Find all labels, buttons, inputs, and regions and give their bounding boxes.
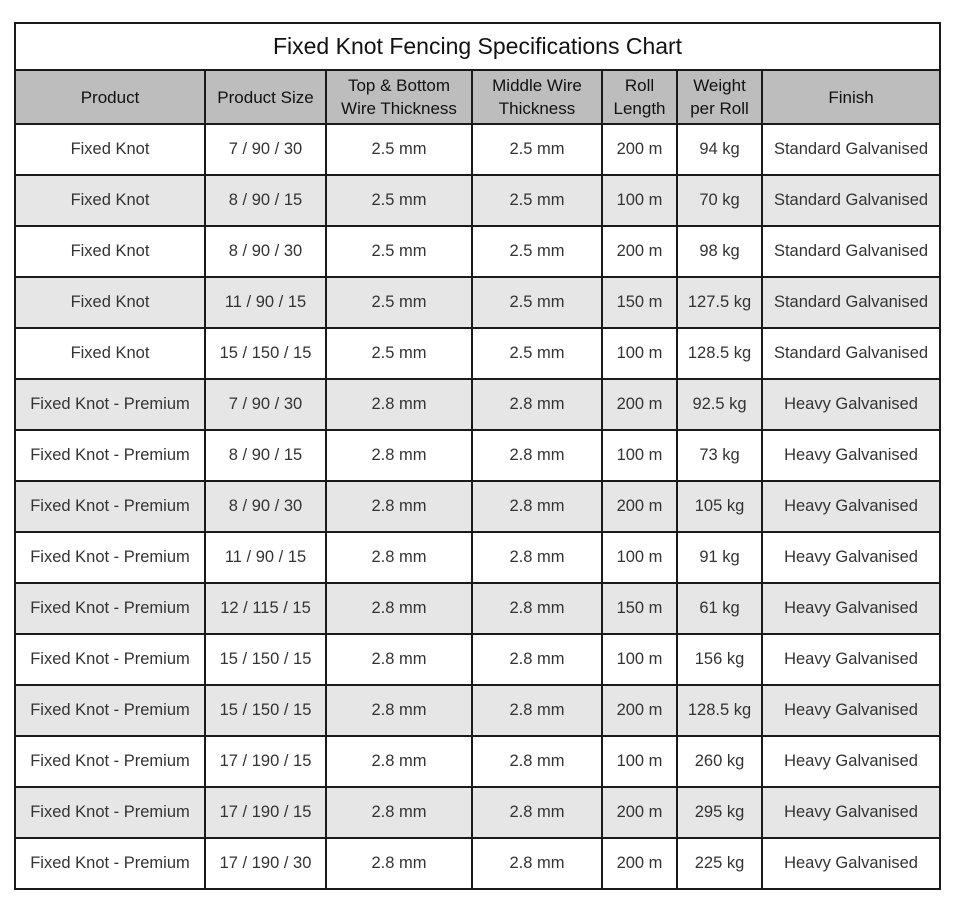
cell-top-bottom-wire-thickness: 2.8 mm bbox=[326, 430, 472, 481]
cell-middle-wire-thickness: 2.5 mm bbox=[472, 328, 602, 379]
cell-product: Fixed Knot - Premium bbox=[15, 634, 205, 685]
cell-top-bottom-wire-thickness: 2.5 mm bbox=[326, 328, 472, 379]
cell-weight-per-roll: 127.5 kg bbox=[677, 277, 762, 328]
cell-middle-wire-thickness: 2.8 mm bbox=[472, 838, 602, 889]
cell-weight-per-roll: 94 kg bbox=[677, 124, 762, 175]
cell-middle-wire-thickness: 2.5 mm bbox=[472, 277, 602, 328]
cell-finish: Heavy Galvanised bbox=[762, 532, 940, 583]
cell-product-size: 11 / 90 / 15 bbox=[205, 532, 326, 583]
column-header-line: Roll bbox=[624, 76, 655, 95]
cell-finish: Heavy Galvanised bbox=[762, 787, 940, 838]
cell-product: Fixed Knot - Premium bbox=[15, 838, 205, 889]
cell-weight-per-roll: 105 kg bbox=[677, 481, 762, 532]
column-header-line: Top & Bottom bbox=[347, 76, 451, 95]
cell-finish: Standard Galvanised bbox=[762, 226, 940, 277]
table-row bbox=[15, 685, 940, 736]
cell-finish: Standard Galvanised bbox=[762, 175, 940, 226]
cell-product: Fixed Knot - Premium bbox=[15, 430, 205, 481]
cell-roll-length: 200 m bbox=[602, 685, 677, 736]
cell-product-size: 12 / 115 / 15 bbox=[205, 583, 326, 634]
cell-product-size: 15 / 150 / 15 bbox=[205, 685, 326, 736]
cell-middle-wire-thickness: 2.8 mm bbox=[472, 532, 602, 583]
column-header-line: per Roll bbox=[690, 99, 749, 118]
cell-middle-wire-thickness: 2.8 mm bbox=[472, 481, 602, 532]
cell-finish: Heavy Galvanised bbox=[762, 430, 940, 481]
column-header-line: Weight bbox=[693, 76, 746, 95]
cell-product-size: 17 / 190 / 30 bbox=[205, 838, 326, 889]
table-row bbox=[15, 277, 940, 328]
table-row bbox=[15, 583, 940, 634]
cell-middle-wire-thickness: 2.5 mm bbox=[472, 226, 602, 277]
spec-table bbox=[14, 22, 941, 890]
cell-roll-length: 200 m bbox=[602, 124, 677, 175]
table-row bbox=[15, 532, 940, 583]
column-header-middle-wire-thickness bbox=[472, 70, 602, 124]
cell-product: Fixed Knot bbox=[15, 226, 205, 277]
cell-weight-per-roll: 70 kg bbox=[677, 175, 762, 226]
cell-top-bottom-wire-thickness: 2.8 mm bbox=[326, 787, 472, 838]
column-header-product-size bbox=[205, 70, 326, 124]
column-header-finish bbox=[762, 70, 940, 124]
cell-product-size: 17 / 190 / 15 bbox=[205, 736, 326, 787]
cell-weight-per-roll: 98 kg bbox=[677, 226, 762, 277]
table-row bbox=[15, 787, 940, 838]
cell-middle-wire-thickness: 2.8 mm bbox=[472, 379, 602, 430]
chart-title: Fixed Knot Fencing Specifications Chart bbox=[15, 23, 940, 70]
cell-top-bottom-wire-thickness: 2.8 mm bbox=[326, 685, 472, 736]
cell-roll-length: 100 m bbox=[602, 175, 677, 226]
table-row bbox=[15, 430, 940, 481]
cell-finish: Standard Galvanised bbox=[762, 124, 940, 175]
column-header-roll-length bbox=[602, 70, 677, 124]
spec-chart bbox=[14, 22, 939, 890]
cell-roll-length: 100 m bbox=[602, 736, 677, 787]
cell-product-size: 8 / 90 / 15 bbox=[205, 430, 326, 481]
cell-middle-wire-thickness: 2.5 mm bbox=[472, 175, 602, 226]
cell-product: Fixed Knot bbox=[15, 328, 205, 379]
cell-product-size: 15 / 150 / 15 bbox=[205, 634, 326, 685]
table-row bbox=[15, 736, 940, 787]
cell-weight-per-roll: 128.5 kg bbox=[677, 685, 762, 736]
table-row bbox=[15, 328, 940, 379]
cell-top-bottom-wire-thickness: 2.8 mm bbox=[326, 481, 472, 532]
column-header-line: Middle Wire bbox=[492, 76, 582, 95]
cell-weight-per-roll: 91 kg bbox=[677, 532, 762, 583]
cell-roll-length: 100 m bbox=[602, 430, 677, 481]
cell-product: Fixed Knot bbox=[15, 175, 205, 226]
cell-finish: Heavy Galvanised bbox=[762, 838, 940, 889]
table-row bbox=[15, 379, 940, 430]
table-body bbox=[15, 124, 940, 889]
header-row bbox=[15, 70, 940, 124]
cell-weight-per-roll: 225 kg bbox=[677, 838, 762, 889]
cell-top-bottom-wire-thickness: 2.8 mm bbox=[326, 379, 472, 430]
cell-product: Fixed Knot - Premium bbox=[15, 379, 205, 430]
cell-top-bottom-wire-thickness: 2.8 mm bbox=[326, 838, 472, 889]
cell-top-bottom-wire-thickness: 2.5 mm bbox=[326, 226, 472, 277]
cell-product-size: 7 / 90 / 30 bbox=[205, 124, 326, 175]
cell-roll-length: 200 m bbox=[602, 226, 677, 277]
cell-product-size: 8 / 90 / 15 bbox=[205, 175, 326, 226]
cell-top-bottom-wire-thickness: 2.5 mm bbox=[326, 175, 472, 226]
cell-finish: Heavy Galvanised bbox=[762, 685, 940, 736]
cell-finish: Heavy Galvanised bbox=[762, 481, 940, 532]
column-header-line: Thickness bbox=[498, 99, 576, 118]
table-row bbox=[15, 175, 940, 226]
cell-product-size: 8 / 90 / 30 bbox=[205, 226, 326, 277]
cell-weight-per-roll: 156 kg bbox=[677, 634, 762, 685]
column-header-line: Length bbox=[613, 99, 666, 118]
cell-weight-per-roll: 295 kg bbox=[677, 787, 762, 838]
column-header-line: Wire Thickness bbox=[341, 99, 457, 118]
column-header-product bbox=[15, 70, 205, 124]
column-header-line: Finish bbox=[828, 87, 874, 107]
cell-product: Fixed Knot - Premium bbox=[15, 583, 205, 634]
cell-roll-length: 150 m bbox=[602, 583, 677, 634]
cell-product-size: 11 / 90 / 15 bbox=[205, 277, 326, 328]
table-row bbox=[15, 481, 940, 532]
cell-weight-per-roll: 260 kg bbox=[677, 736, 762, 787]
cell-product-size: 8 / 90 / 30 bbox=[205, 481, 326, 532]
cell-finish: Heavy Galvanised bbox=[762, 583, 940, 634]
cell-roll-length: 100 m bbox=[602, 532, 677, 583]
column-header-weight-per-roll bbox=[677, 70, 762, 124]
cell-product: Fixed Knot bbox=[15, 124, 205, 175]
table-row bbox=[15, 226, 940, 277]
cell-roll-length: 100 m bbox=[602, 328, 677, 379]
cell-roll-length: 200 m bbox=[602, 481, 677, 532]
table-row bbox=[15, 634, 940, 685]
cell-product: Fixed Knot bbox=[15, 277, 205, 328]
table-row bbox=[15, 124, 940, 175]
cell-product: Fixed Knot - Premium bbox=[15, 787, 205, 838]
table-row bbox=[15, 838, 940, 889]
cell-finish: Heavy Galvanised bbox=[762, 379, 940, 430]
cell-finish: Standard Galvanised bbox=[762, 328, 940, 379]
cell-weight-per-roll: 92.5 kg bbox=[677, 379, 762, 430]
cell-roll-length: 100 m bbox=[602, 634, 677, 685]
cell-weight-per-roll: 61 kg bbox=[677, 583, 762, 634]
cell-finish: Heavy Galvanised bbox=[762, 736, 940, 787]
cell-top-bottom-wire-thickness: 2.8 mm bbox=[326, 634, 472, 685]
cell-finish: Standard Galvanised bbox=[762, 277, 940, 328]
cell-top-bottom-wire-thickness: 2.8 mm bbox=[326, 532, 472, 583]
cell-weight-per-roll: 128.5 kg bbox=[677, 328, 762, 379]
cell-roll-length: 200 m bbox=[602, 379, 677, 430]
cell-middle-wire-thickness: 2.8 mm bbox=[472, 634, 602, 685]
cell-product-size: 17 / 190 / 15 bbox=[205, 787, 326, 838]
cell-middle-wire-thickness: 2.8 mm bbox=[472, 685, 602, 736]
cell-middle-wire-thickness: 2.8 mm bbox=[472, 583, 602, 634]
cell-top-bottom-wire-thickness: 2.8 mm bbox=[326, 583, 472, 634]
cell-product: Fixed Knot - Premium bbox=[15, 532, 205, 583]
cell-middle-wire-thickness: 2.8 mm bbox=[472, 430, 602, 481]
cell-finish: Heavy Galvanised bbox=[762, 634, 940, 685]
cell-top-bottom-wire-thickness: 2.8 mm bbox=[326, 736, 472, 787]
cell-roll-length: 200 m bbox=[602, 838, 677, 889]
cell-roll-length: 200 m bbox=[602, 787, 677, 838]
cell-middle-wire-thickness: 2.8 mm bbox=[472, 787, 602, 838]
cell-middle-wire-thickness: 2.8 mm bbox=[472, 736, 602, 787]
cell-top-bottom-wire-thickness: 2.5 mm bbox=[326, 124, 472, 175]
cell-product: Fixed Knot - Premium bbox=[15, 685, 205, 736]
column-header-top-bottom-wire-thickness bbox=[326, 70, 472, 124]
cell-top-bottom-wire-thickness: 2.5 mm bbox=[326, 277, 472, 328]
cell-product: Fixed Knot - Premium bbox=[15, 481, 205, 532]
column-header-line: Product Size bbox=[217, 87, 314, 107]
cell-product: Fixed Knot - Premium bbox=[15, 736, 205, 787]
cell-roll-length: 150 m bbox=[602, 277, 677, 328]
column-header-line: Product bbox=[80, 87, 140, 107]
cell-product-size: 7 / 90 / 30 bbox=[205, 379, 326, 430]
cell-weight-per-roll: 73 kg bbox=[677, 430, 762, 481]
cell-middle-wire-thickness: 2.5 mm bbox=[472, 124, 602, 175]
cell-product-size: 15 / 150 / 15 bbox=[205, 328, 326, 379]
